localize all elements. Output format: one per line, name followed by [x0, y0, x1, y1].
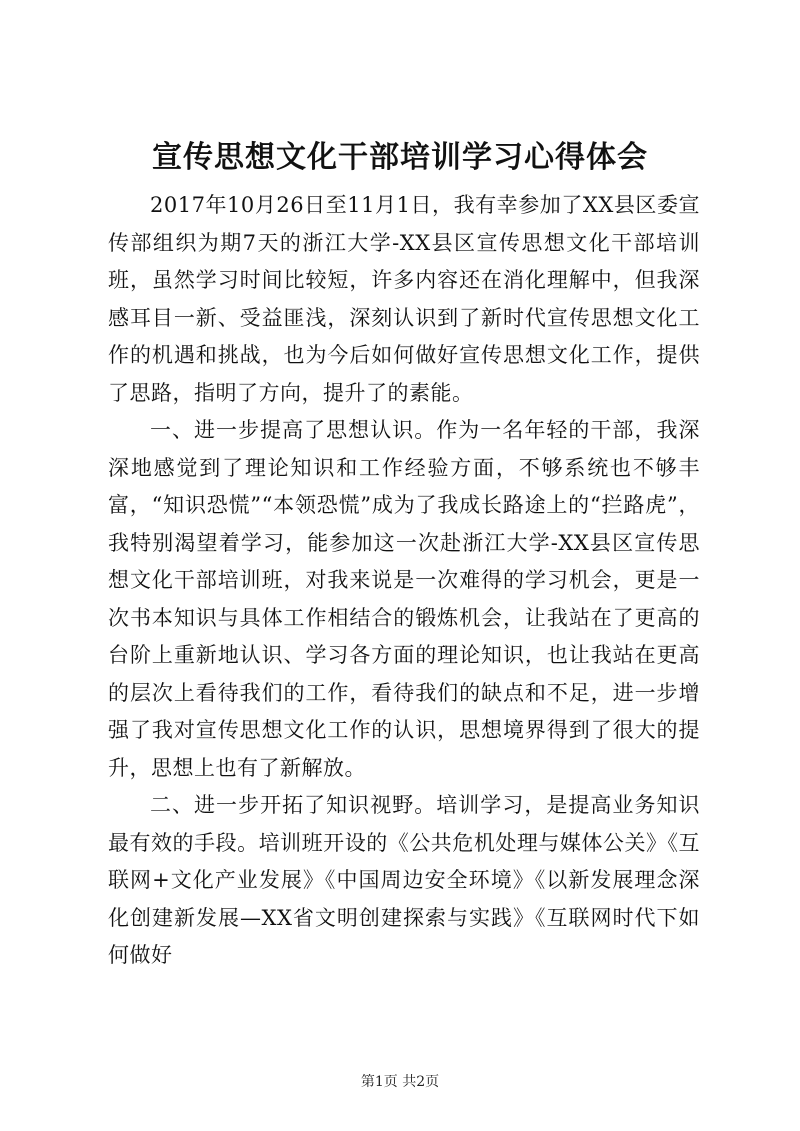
- paragraph-section-two: 二、进一步开拓了知识视野。培训学习，是提高业务知识最有效的手段。培训班开设的《公共危机处理与媒体公关》《互联网+文化产业发展》《中国周边安全环境》《以新发展理念深化创建新发展—XX省文明创建探索与实践》《互联网时代下如何做好: [108, 793, 700, 967]
- page-number: 第1页 共2页: [360, 1074, 440, 1090]
- document-body: [108, 187, 700, 975]
- page-footer: [0, 1072, 800, 1092]
- document-title: 宣传思想文化干部培训学习心得体会: [152, 140, 648, 175]
- paragraph-section-one: 一、进一步提高了思想认识。作为一名年轻的干部，我深深地感觉到了理论知识和工作经验方面，不够系统也不够丰富，“知识恐慌”“本领恐慌”成为了我成长路途上的“拦路虎”，我特别渴望着学习，能参加这一次赴浙江大学-XX县区宣传思想文化干部培训班，对我来说是一次难得的学习机会，更是一次书本知识与具体工作相结合的锻炼机会，让我站在了更高的台阶上重新地认识、学习各方面的理论知识，也让我站在更高的层次上看待我们的工作，看待我们的缺点和不足，进一步增强了我对宣传思想文化工作的认识，思想境界得到了很大的提升，思想上也有了新解放。: [108, 418, 700, 780]
- paragraph-intro: 2017年10月26日至11月1日，我有幸参加了XX县区委宣传部组织为期7天的浙江大学-XX县区宣传思想文化干部培训班，虽然学习时间比较短，许多内容还在消化理解中，但我深感耳目一新、受益匪浅，深刻认识到了新时代宣传思想文化工作的机遇和挑战，也为今后如何做好宣传思想文化工作，提供了思路，指明了方向，提升了的素能。: [108, 193, 700, 405]
